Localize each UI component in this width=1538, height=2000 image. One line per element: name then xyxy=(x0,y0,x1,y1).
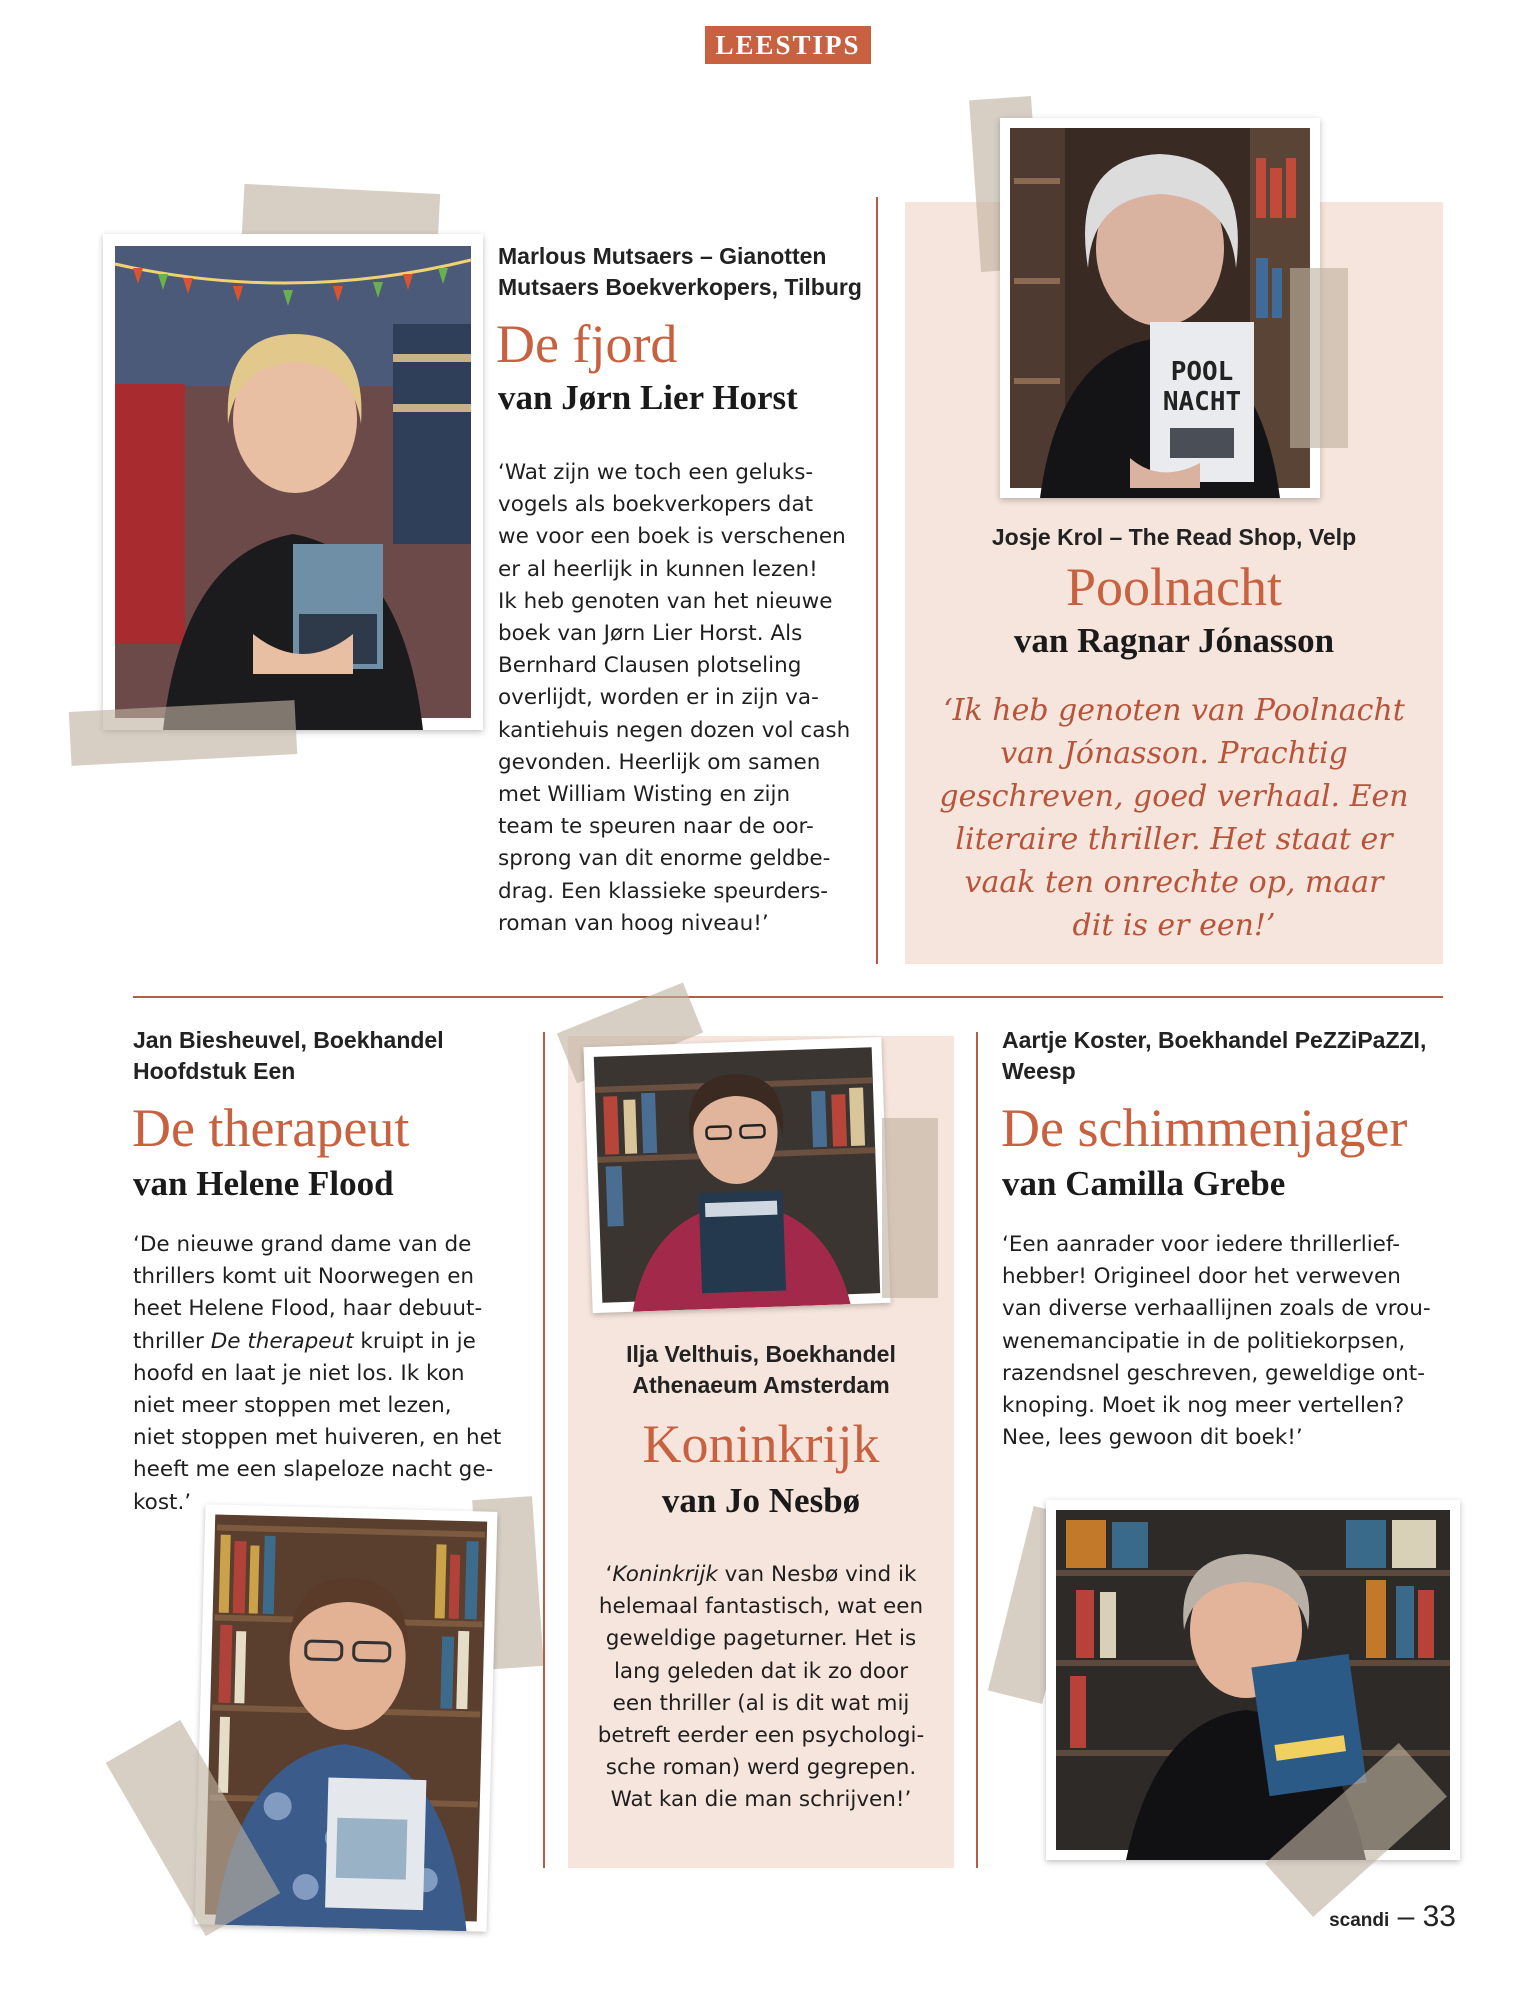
section-tag: LEESTIPS xyxy=(705,26,871,64)
tape-strip xyxy=(69,700,298,766)
book-title: De schimmenjager xyxy=(1001,1098,1408,1158)
book-cover-text: POOL xyxy=(1170,357,1234,387)
column-divider xyxy=(876,197,878,964)
section-divider xyxy=(133,996,1443,998)
reviewer-photo-marlous xyxy=(103,234,483,730)
reviewer-shop: Josje Krol – The Read Shop, Velp xyxy=(991,524,1357,550)
reviewer-name: Jan Biesheuvel, Boekhandel xyxy=(133,1027,444,1053)
tape-strip xyxy=(882,1118,938,1298)
page-footer: scandi – 33 xyxy=(1329,1900,1456,1933)
book-author: van Jørn Lier Horst xyxy=(498,378,798,417)
book-author: van Ragnar Jónasson xyxy=(1013,621,1335,660)
book-title-inline: Koninkrijk xyxy=(612,1562,718,1587)
review-text: ‘Wat zijn we toch een geluks- vogels als boekverkopers dat we voor een boek is verschenen er al heerlijk in kunnen lezen! Ik heb genoten van het nieuwe boek van Jørn Lier Horst. Als Bernhard Clausen plotseling overlijdt, worden er in zijn va- kantiehuis negen dozen vol cash gevonden. Heerlijk om samen met William Wisting en zijn team te speuren naar de oor- sprong van dit enorme geldbe- drag. Een klassieke speurders- roman van hoog niveau!’ xyxy=(498,460,851,936)
book-title: De therapeut xyxy=(132,1098,410,1158)
book-title-inline: De therapeut xyxy=(210,1328,354,1354)
review-quote: ‘Ik heb genoten van Poolnacht van Jónasson. Prachtig geschreven, goed verhaal. Een literaire thriller. Het staat er vaak ten onrechte op, maar dit is er een!’ xyxy=(939,693,1409,943)
reviewer-name: Ilja Velthuis, Boekhandel xyxy=(626,1341,896,1367)
reviewer-photo-josje xyxy=(1000,118,1320,498)
book-title: Poolnacht xyxy=(1066,557,1282,617)
book-author: van Jo Nesbø xyxy=(661,1481,861,1520)
review-text: ‘De nieuwe grand dame van de thrillers komt uit Noorwegen en heet Helene Flood, haar debuut- thriller De therapeut kruipt in je hoofd en laat je niet los. Ik kon niet meer stoppen met lezen, niet stoppen met huiveren, en het heeft me een slapeloze nacht ge- kost.’ xyxy=(133,1232,502,1515)
page-number: 33 xyxy=(1422,1900,1456,1933)
shop-name: Weesp xyxy=(1002,1058,1076,1084)
shop-name: Mutsaers Boekverkopers, Tilburg xyxy=(498,274,862,300)
book-title: Koninkrijk xyxy=(642,1414,880,1474)
column-divider xyxy=(543,1032,545,1868)
review-text: ‘Een aanrader voor iedere thrillerlief- hebber! Origineel door het verweven van diverse verhaallijnen zoals de vrou- wenemancipatie in de politiekorpsen, razendsnel geschreven, geweldige ont- knoping. Moet ik nog meer vertellen? Nee, lees gewoon dit boek!’ xyxy=(1002,1232,1431,1451)
column-divider xyxy=(976,1032,978,1868)
tape-strip xyxy=(1290,268,1348,448)
reviewer-shop xyxy=(133,1025,444,1087)
book-author: van Camilla Grebe xyxy=(1002,1164,1286,1203)
review-text: ‘Koninkrijk van Nesbø vind ik helemaal fantastisch, wat een geweldige pageturner. Het is lang geleden dat ik zo door een thriller (al is dit wat mij betreft eerder een psychologi- sche roman) werd gegrepen. Wat kan die man schrijven!’ xyxy=(597,1562,925,1813)
book-author: van Helene Flood xyxy=(133,1164,394,1203)
reviewer-photo-ilja xyxy=(583,1037,890,1313)
reviewer-shop xyxy=(498,241,862,303)
book-title: De fjord xyxy=(496,314,678,374)
reviewer-shop xyxy=(1002,1025,1426,1087)
reviewer-name: Aartje Koster, Boekhandel PeZZiPaZZI, xyxy=(1002,1027,1427,1053)
reviewer-name: Marlous Mutsaers – Gianotten xyxy=(498,243,827,269)
magazine-name: scandi xyxy=(1329,1910,1390,1931)
reviewer-shop xyxy=(568,1339,954,1401)
shop-name: Hoofdstuk Een xyxy=(133,1058,296,1084)
book-cover-text: NACHT xyxy=(1162,387,1242,417)
shop-name: Athenaeum Amsterdam xyxy=(632,1372,890,1398)
